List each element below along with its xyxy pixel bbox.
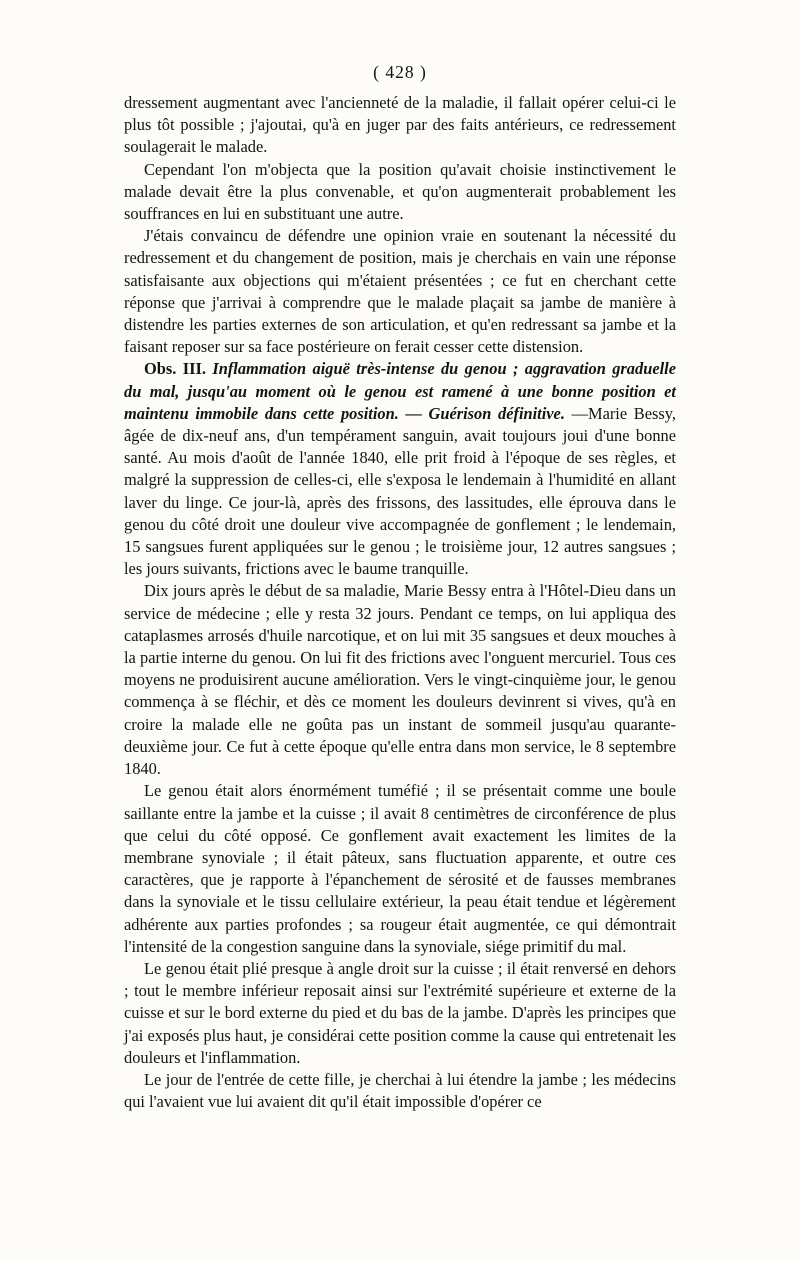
paragraph-conviction: J'étais convaincu de défendre une opinion vraie en soutenant la nécessité du redressement et du changement de position, mais je cherchais en vain une réponse satisfaisante aux objections qui m'étaient présentées ; ce fut en cherchant cette réponse que j'arrivai à comprendre que le malade plaçait sa jambe de manière à distendre les parties externes de son articulation, et qu'en redressant sa jambe et la faisant reposer sur sa face postérieure on ferait cesser cette distension. [124,226,676,357]
page-number: ( 428 ) [373,62,427,82]
paragraph-knee-position: Le genou était plié presque à angle droit sur la cuisse ; il était renversé en dehors ; tout le membre inférieur reposait ainsi sur l'extrémité supérieure et externe de la cuisse et sur le bord externe du pied et du bas de la jambe. D'après les principes que j'ai exposés plus haut, je considérai cette position comme la cause qui entretenait les douleurs et l'inflammation. [124,958,676,1067]
paragraph-objection: Cependant l'on m'objecta que la position qu'avait choisie instinctivement le malade devait être la plus convenable, et qu'on augmenterait probablement les souffrances en lui en substituant une autre. [124,159,676,224]
paragraph-hospital-stay: Dix jours après le début de sa maladie, Marie Bessy entra à l'Hôtel-Dieu dans un service de médecine ; elle y resta 32 jours. Pendant ce temps, on lui appliqua des cataplasmes arrosés d'huile narcotique, et on lui mit 35 sangsues et deux mouches à la partie interne du genou. On lui fit des frictions avec l'onguent mercuriel. Tous ces moyens ne produisirent aucune amélioration. Vers le vingt-cinquième jour, le genou commença à se fléchir, et dès ce moment les douleurs devinrent si vives, qu'à en croire la malade elle ne goûta pas un instant de sommeil jusqu'au quarante-deuxième jour. Ce fut à cette époque qu'elle entra dans mon service, le 8 septembre 1840. [124,581,676,779]
paragraph-first-day: Le jour de l'entrée de cette fille, je cherchai à lui étendre la jambe ; les médecins qui l'avaient vue lui avaient dit qu'il était impossible d'opérer ce [124,1069,676,1112]
observation-paragraph [124,358,676,580]
paragraph-knee-state: Le genou était alors énormément tuméfié ; il se présentait comme une boule saillante entre la jambe et la cuisse ; il avait 8 centimètres de circonférence de plus que celui du côté opposé. Ce gonflement avait exactement les limites de la membrane synoviale ; il était pâteux, sans fluctuation apparente, et outre ces caractères, que je rapporte à l'épanchement de sérosité et de fausses membranes dans la synoviale et le tissu cellulaire extérieur, la peau était tendue et légèrement adhérente aux parties profondes ; sa rougeur était augmentée, ce qui démontrait l'intensité de la congestion sanguine dans la synoviale, siége primitif du mal. [124,781,676,956]
paragraph-continuation: dressement augmentant avec l'ancienneté de la maladie, il fallait opérer celui-ci le plus tôt possible ; j'ajoutai, qu'à en juger par des faits antérieurs, ce redressement soulagerait le malade. [124,93,676,157]
observation-label: Obs. III. [144,359,206,379]
observation-title: Inflammation aiguë très-intense du genou ; aggravation graduelle du mal, jusqu'au moment où le genou est ramené à une bonne position et maintenu immobile dans cette position. — Guérison définitive. [124,359,676,423]
observation-body: —Marie Bessy, âgée de dix-neuf ans, d'un tempérament sanguin, avait toujours joui d'une bonne santé. Au mois d'août de l'année 1840, elle prit froid à l'époque de ses règles, et malgré la suppression de celles-ci, elle s'exposa le lendemain à l'humidité en allant laver du linge. Ce jour-là, après des frissons, des lassitudes, elle éprouva dans le genou du côté droit une douleur vive accompagnée de gonflement ; le lendemain, 15 sangsues furent appliquées sur le genou ; le troisième jour, 12 autres sangsues ; les jours suivants, frictions avec le baume tranquille. [124,403,676,579]
body-text [124,92,676,1113]
